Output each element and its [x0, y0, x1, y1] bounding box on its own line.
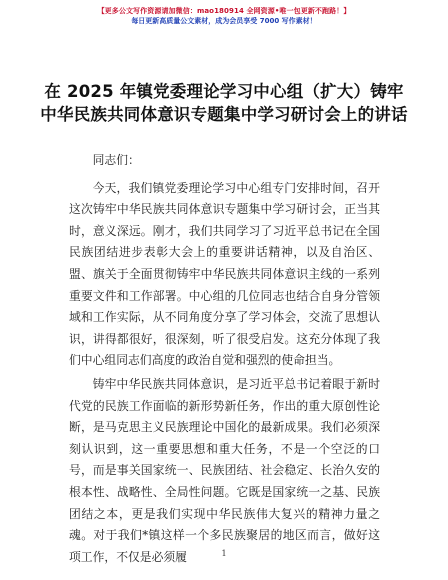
- promo-banner-line-2: 每日更新高质量公文素材，成为会员享受 7000 写作素材！: [131, 17, 317, 25]
- greeting: 同志们：: [92, 153, 140, 167]
- paragraph-2: 铸牢中华民族共同体意识，是习近平总书记着眼于新时代党的民族工作面临的新形势新任务，作出的重大原创性论断，是马克思主义民族理论中国化的最新成果。我们必须深刻认识到，这一重要思想和重大任务，不是一个空泛的口号，而是事关国家统一、民族团结、社会稳定、长治久安的根本性、战略性、全局性问题。它既是国家统一之基、民族团结之本，更是我们实现中华民族伟大复兴的精神力量之魂。对于我们*镇这样一个多民族聚居的地区而言，做好这项工作，不仅是必须履: [69, 376, 380, 564]
- promo-banner: [0, 6, 448, 26]
- document-body: [69, 150, 380, 570]
- document-title: 在 2025 年镇党委理论学习中心组（扩大）铸牢中华民族共同体意识专题集中学习研讨会上的讲话: [40, 82, 408, 124]
- page-number: 1: [221, 549, 227, 558]
- paragraph-1: 今天，我们镇党委理论学习中心组专门安排时间，召开这次铸牢中华民族共同体意识专题集中学习研讨会，正当其时，意义深远。刚才，我们共同学习了习近平总书记在全国民族团结进步表彰大会上的重要讲话精神，以及自治区、盟、旗关于全面贯彻铸牢中华民族共同体意识主线的一系列重要文件和工作部署。中心组的几位同志也结合自身分管领域和工作实际，从不同角度分享了学习体会，交流了思想认识，讲得都很好，很深刻，听了很受启发。这充分体现了我们中心组同志们高度的政治自觉和强烈的使命担当。: [69, 180, 380, 368]
- promo-banner-line-1: 【更多公文写作资源请加微信：mao180914 全网资源•唯一包更新不跑路！】: [97, 7, 351, 15]
